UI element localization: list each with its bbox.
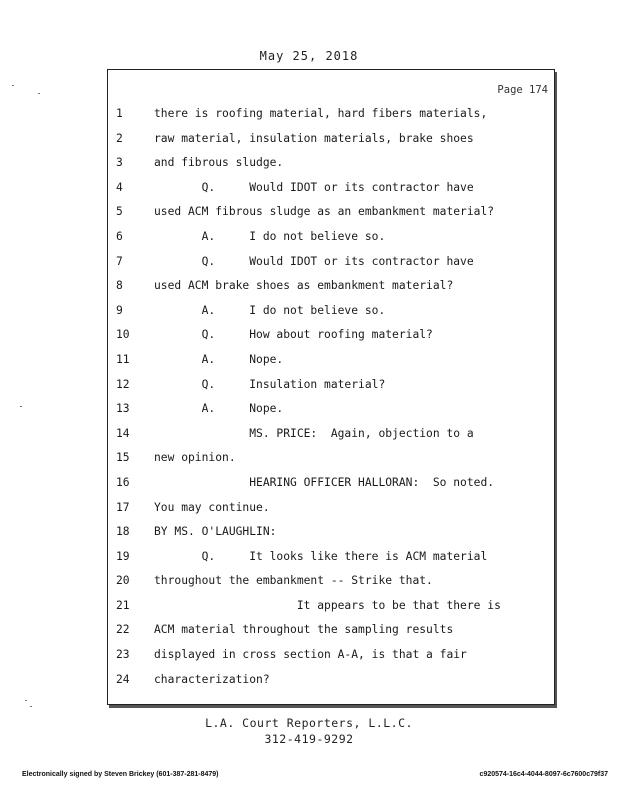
- line-number: 12: [116, 377, 130, 391]
- line-text: Q. Would IDOT or its contractor have: [154, 180, 474, 194]
- scan-speck: [30, 706, 32, 707]
- line-text: You may continue.: [154, 500, 270, 514]
- transcript-line: [108, 107, 554, 132]
- transcript-line: [108, 181, 554, 206]
- line-number: 17: [116, 500, 130, 514]
- line-number: 10: [116, 328, 130, 342]
- transcript-line: [108, 550, 554, 575]
- line-number: 18: [116, 525, 130, 539]
- line-number: 21: [116, 598, 130, 612]
- line-text: displayed in cross section A-A, is that a fair: [154, 648, 467, 662]
- line-number: 14: [116, 426, 130, 440]
- transcript-line: [108, 255, 554, 280]
- transcript-line: [108, 230, 554, 255]
- line-text: there is roofing material, hard fibers materials,: [154, 107, 488, 120]
- scan-speck: [38, 93, 40, 94]
- line-number: 13: [116, 402, 130, 416]
- line-text: HEARING OFFICER HALLORAN: So noted.: [154, 475, 495, 489]
- line-number: 20: [116, 574, 130, 588]
- line-text: It appears to be that there is: [154, 598, 501, 612]
- line-text: Q. How about roofing material?: [154, 328, 433, 342]
- transcript-line: [108, 427, 554, 452]
- scan-speck: [20, 406, 22, 407]
- line-text: raw material, insulation materials, brake shoes: [154, 131, 474, 145]
- line-text: throughout the embankment -- Strike that.: [154, 574, 433, 588]
- transcript-line: [108, 353, 554, 378]
- line-number: 3: [116, 156, 123, 170]
- document-hash: c920574-16c4-4044-8097-6c7600c79f37: [479, 771, 608, 778]
- transcript-line: [108, 156, 554, 181]
- line-number: 16: [116, 475, 130, 489]
- transcript-line: [108, 304, 554, 329]
- line-number: 23: [116, 648, 130, 662]
- transcript-line: [108, 205, 554, 230]
- line-number: 19: [116, 549, 130, 563]
- line-number: 15: [116, 451, 130, 465]
- transcript-line: [108, 378, 554, 403]
- line-number: 8: [116, 279, 123, 293]
- transcript-page-frame: [107, 69, 555, 705]
- electronic-signature: Electronically signed by Steven Brickey (601-387-281-8479): [22, 771, 219, 778]
- line-text: and fibrous sludge.: [154, 156, 284, 170]
- transcript-line: [108, 574, 554, 599]
- transcript-line: [108, 476, 554, 501]
- line-number: 22: [116, 623, 130, 637]
- transcript-line: [108, 673, 554, 698]
- line-number: 6: [116, 229, 123, 243]
- line-number: 5: [116, 205, 123, 219]
- court-reporter-name: L.A. Court Reporters, L.L.C.: [205, 716, 413, 730]
- transcript-line: [108, 648, 554, 673]
- scan-speck: [12, 85, 14, 86]
- transcript-line: [108, 402, 554, 427]
- line-text: A. Nope.: [154, 352, 284, 366]
- line-text: characterization?: [154, 672, 270, 686]
- line-number: 24: [116, 672, 130, 686]
- transcript-line: [108, 279, 554, 304]
- line-number: 7: [116, 254, 123, 268]
- line-number: 4: [116, 180, 123, 194]
- scan-speck: [25, 700, 27, 701]
- transcript-lines: [108, 107, 554, 697]
- line-number: 9: [116, 303, 123, 317]
- page-number: Page 174: [497, 84, 548, 96]
- transcript-line: [108, 525, 554, 550]
- line-text: MS. PRICE: Again, objection to a: [154, 426, 474, 440]
- line-text: BY MS. O'LAUGHLIN:: [154, 525, 277, 539]
- transcript-line: [108, 599, 554, 624]
- line-text: A. I do not believe so.: [154, 229, 386, 243]
- transcript-line: [108, 451, 554, 476]
- transcript-date: May 25, 2018: [259, 49, 359, 63]
- line-text: A. I do not believe so.: [154, 303, 386, 317]
- line-number: 1: [116, 107, 123, 120]
- line-text: Q. Would IDOT or its contractor have: [154, 254, 474, 268]
- line-text: Q. It looks like there is ACM material: [154, 549, 488, 563]
- line-text: Q. Insulation material?: [154, 377, 386, 391]
- line-text: used ACM fibrous sludge as an embankment material?: [154, 205, 495, 219]
- line-text: used ACM brake shoes as embankment material?: [154, 279, 454, 293]
- court-reporter-phone: 312-419-9292: [264, 732, 354, 746]
- line-text: ACM material throughout the sampling results: [154, 623, 454, 637]
- line-text: new opinion.: [154, 451, 236, 465]
- line-text: A. Nope.: [154, 402, 284, 416]
- transcript-line: [108, 623, 554, 648]
- transcript-line: [108, 501, 554, 526]
- transcript-line: [108, 328, 554, 353]
- line-number: 2: [116, 131, 123, 145]
- transcript-line: [108, 132, 554, 157]
- line-number: 11: [116, 352, 130, 366]
